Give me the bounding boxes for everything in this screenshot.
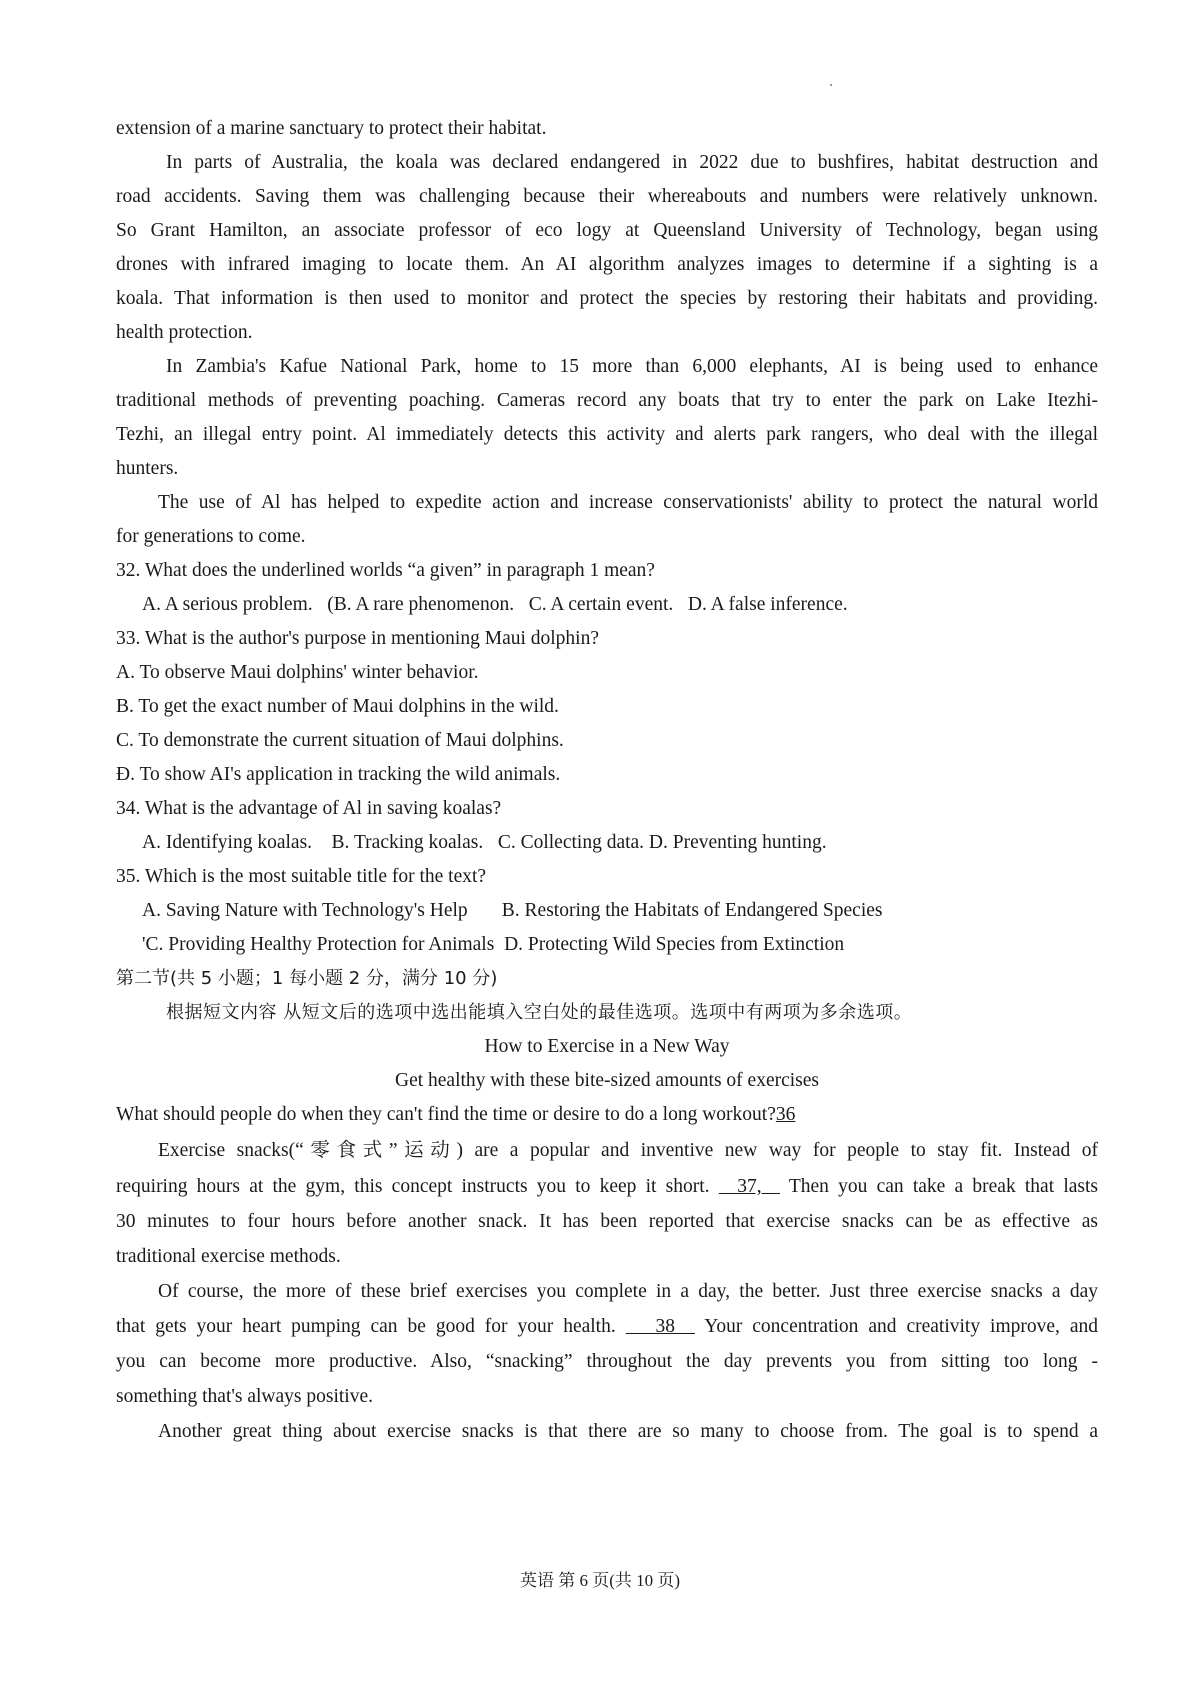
paragraph-line: koala. That information is then used to monitor and protect the species by restoring their habitats and providing. [116,288,1098,309]
passage-text: that gets your heart pumping can be good for your health. [116,1316,616,1337]
passage-line: Another great thing about exercise snacks is that there are so many to choose from. The goal is to spend a [158,1421,1098,1442]
scan-speck [830,84,832,86]
passage-line: traditional exercise methods. [116,1246,341,1267]
question-35-options-cd: 'C. Providing Healthy Protection for Animals D. Protecting Wild Species from Extinction [142,934,845,955]
paragraph-line: Tezhi, an illegal entry point. Al immediately detects this activity and alerts park rangers, who deal with the illegal [116,424,1098,445]
passage-text: Your concentration and creativity improve, and [704,1316,1099,1337]
passage-text: What should people do when they can't find the time or desire to do a long workout? [116,1104,776,1125]
question-33-option-d: Đ. To show AI's application in tracking the wild animals. [116,764,561,785]
question-32: 32. What does the underlined worlds “a given” in paragraph 1 mean? [116,560,655,581]
paragraph-line: So Grant Hamilton, an associate professor of eco logy at Queensland University of Technology, began using [116,220,1098,241]
question-33: 33. What is the author's purpose in mentioning Maui dolphin? [116,628,600,649]
passage-line: 30 minutes to four hours before another snack. It has been reported that exercise snacks can be as effective as [116,1211,1098,1232]
section-heading: 第二节(共 5 小题；1 每小题 2 分，满分 10 分) [116,968,498,989]
question-32-options: A. A serious problem. (B. A rare phenomenon. C. A certain event. D. A false inference. [142,594,848,615]
question-34-options: A. Identifying koalas. B. Tracking koalas. C. Collecting data. D. Preventing hunting. [142,832,827,853]
section-instruction: 根据短文内容 从短文后的选项中选出能填入空白处的最佳选项。选项中有两项为多余选项。 [166,1002,913,1023]
question-35: 35. Which is the most suitable title for the text? [116,866,487,887]
passage-line [116,1096,1098,1133]
paragraph-line: extension of a marine sanctuary to protect their habitat. [116,118,547,139]
passage-line [116,1308,1098,1345]
passage-line: Exercise snacks(“零食式”运动) are a popular and inventive new way for people to stay fit. Instead of [158,1140,1098,1161]
passage-line: Of course, the more of these brief exercises you complete in a day, the better. Just three exercise snacks a day [158,1281,1098,1302]
question-33-option-a: A. To observe Maui dolphins' winter behavior. [116,662,479,683]
paragraph-line: health protection. [116,322,253,343]
paragraph-line: The use of Al has helped to expedite action and increase conservationists' ability to protect the natural world [158,492,1098,513]
question-34: 34. What is the advantage of Al in saving koalas? [116,798,502,819]
paragraph-line: In Zambia's Kafue National Park, home to 15 more than 6,000 elephants, AI is being used to enhance [166,356,1098,377]
passage-text: Then you can take a break that lasts [788,1176,1099,1197]
paragraph-line: traditional methods of preventing poaching. Cameras record any boats that try to enter the park on Lake Itezhi- [116,390,1098,411]
passage-line: you can become more productive. Also, “snacking” throughout the day prevents you from sitting too long - [116,1351,1098,1372]
question-33-option-c: C. To demonstrate the current situation of Maui dolphins. [116,730,564,751]
paragraph-line: In parts of Australia, the koala was declared endangered in 2022 due to bushfires, habitat destruction and [166,152,1098,173]
blank-36: 36 [775,1104,796,1125]
passage-line: something that's always positive. [116,1386,373,1407]
passage-text: requiring hours at the gym, this concept instructs you to keep it short. [116,1176,710,1197]
blank-37: 37, [718,1176,780,1197]
page-footer: 英语 第 6 页(共 10 页) [519,1571,681,1590]
passage-title: How to Exercise in a New Way [484,1036,730,1057]
paragraph-line: for generations to come. [116,526,306,547]
blank-38: 38 [625,1316,695,1337]
question-33-option-b: B. To get the exact number of Maui dolphins in the wild. [116,696,559,717]
paragraph-line: drones with infrared imaging to locate them. An AI algorithm analyzes images to determine if a sighting is a [116,254,1098,275]
paragraph-line: hunters. [116,458,179,479]
question-35-options-ab: A. Saving Nature with Technology's Help B. Restoring the Habitats of Endangered Species [142,900,883,921]
passage-line [116,1168,1098,1205]
passage-subtitle: Get healthy with these bite-sized amounts of exercises [395,1070,819,1091]
paragraph-line: road accidents. Saving them was challenging because their whereabouts and numbers were relatively unknown. [116,186,1098,207]
